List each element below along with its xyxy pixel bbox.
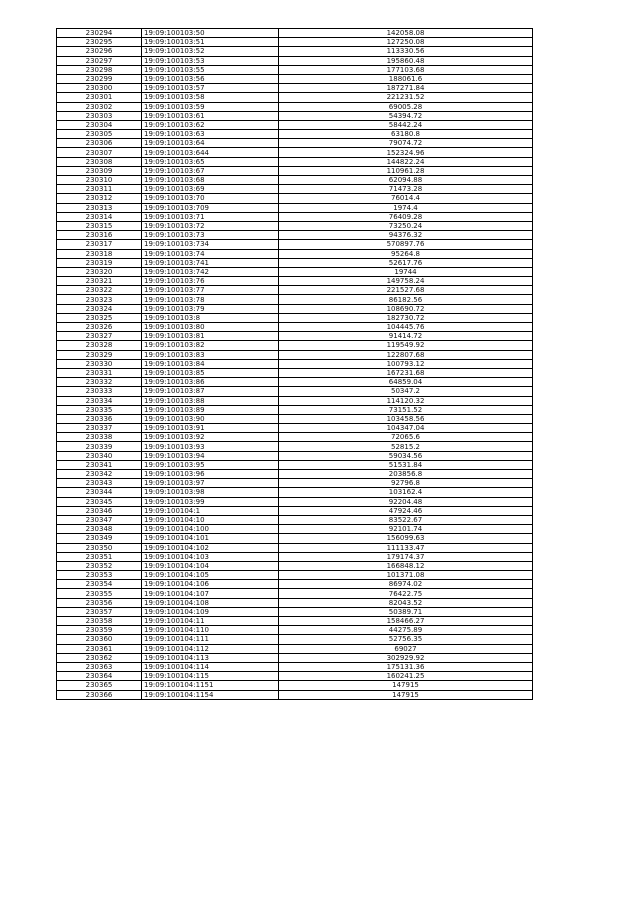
table-row bbox=[57, 653, 533, 662]
table-row bbox=[57, 552, 533, 561]
row-number-cell: 230340 bbox=[57, 451, 142, 460]
table-row bbox=[57, 433, 533, 442]
cadastral-number-cell: 19:09:100103:89 bbox=[142, 405, 279, 414]
cadastral-value-cell: 69005.28 bbox=[279, 102, 533, 111]
cadastral-number-cell: 19:09:100103:96 bbox=[142, 470, 279, 479]
cadastral-number-cell: 19:09:100104:102 bbox=[142, 543, 279, 552]
cadastral-number-cell: 19:09:100104:110 bbox=[142, 626, 279, 635]
row-number-cell: 230364 bbox=[57, 672, 142, 681]
row-number-cell: 230359 bbox=[57, 626, 142, 635]
cadastral-number-cell: 19:09:100104:106 bbox=[142, 580, 279, 589]
cadastral-number-cell: 19:09:100103:742 bbox=[142, 267, 279, 276]
row-number-cell: 230329 bbox=[57, 350, 142, 359]
cadastral-value-cell: 64859.04 bbox=[279, 378, 533, 387]
cadastral-value-cell: 179174.37 bbox=[279, 552, 533, 561]
row-number-cell: 230357 bbox=[57, 607, 142, 616]
cadastral-value-cell: 54394.72 bbox=[279, 111, 533, 120]
row-number-cell: 230338 bbox=[57, 433, 142, 442]
cadastral-value-cell: 79074.72 bbox=[279, 139, 533, 148]
cadastral-value-cell: 59034.56 bbox=[279, 451, 533, 460]
cadastral-number-cell: 19:09:100104:11 bbox=[142, 617, 279, 626]
cadastral-number-cell: 19:09:100103:59 bbox=[142, 102, 279, 111]
row-number-cell: 230347 bbox=[57, 515, 142, 524]
row-number-cell: 230353 bbox=[57, 571, 142, 580]
table-row bbox=[57, 488, 533, 497]
table-row bbox=[57, 148, 533, 157]
cadastral-value-cell: 119549.92 bbox=[279, 341, 533, 350]
cadastral-number-cell: 19:09:100103:98 bbox=[142, 488, 279, 497]
row-number-cell: 230350 bbox=[57, 543, 142, 552]
cadastral-value-cell: 221527.68 bbox=[279, 286, 533, 295]
table-row bbox=[57, 387, 533, 396]
cadastral-value-cell: 147915 bbox=[279, 690, 533, 699]
table-row bbox=[57, 617, 533, 626]
cadastral-number-cell: 19:09:100103:97 bbox=[142, 479, 279, 488]
row-number-cell: 230303 bbox=[57, 111, 142, 120]
cadastral-number-cell: 19:09:100104:101 bbox=[142, 534, 279, 543]
cadastral-value-cell: 73151.52 bbox=[279, 405, 533, 414]
row-number-cell: 230313 bbox=[57, 203, 142, 212]
cadastral-value-cell: 92101.74 bbox=[279, 525, 533, 534]
row-number-cell: 230351 bbox=[57, 552, 142, 561]
table-row bbox=[57, 111, 533, 120]
table-row bbox=[57, 221, 533, 230]
cadastral-value-cell: 114120.32 bbox=[279, 396, 533, 405]
cadastral-number-cell: 19:09:100103:741 bbox=[142, 258, 279, 267]
cadastral-number-cell: 19:09:100103:65 bbox=[142, 157, 279, 166]
cadastral-value-cell: 72065.6 bbox=[279, 433, 533, 442]
table-row bbox=[57, 120, 533, 129]
table-row bbox=[57, 29, 533, 38]
cadastral-value-cell: 103458.56 bbox=[279, 414, 533, 423]
cadastral-value-cell: 147915 bbox=[279, 681, 533, 690]
table-row bbox=[57, 479, 533, 488]
row-number-cell: 230302 bbox=[57, 102, 142, 111]
row-number-cell: 230295 bbox=[57, 38, 142, 47]
cadastral-value-cell: 76409.28 bbox=[279, 212, 533, 221]
cadastral-number-cell: 19:09:100103:68 bbox=[142, 176, 279, 185]
row-number-cell: 230355 bbox=[57, 589, 142, 598]
cadastral-value-cell: 58442.24 bbox=[279, 120, 533, 129]
table-row bbox=[57, 249, 533, 258]
table-row bbox=[57, 378, 533, 387]
row-number-cell: 230352 bbox=[57, 561, 142, 570]
table-row bbox=[57, 589, 533, 598]
cadastral-value-cell: 158466.27 bbox=[279, 617, 533, 626]
cadastral-number-cell: 19:09:100103:92 bbox=[142, 433, 279, 442]
row-number-cell: 230322 bbox=[57, 286, 142, 295]
table-row bbox=[57, 598, 533, 607]
row-number-cell: 230341 bbox=[57, 460, 142, 469]
table-row bbox=[57, 38, 533, 47]
cadastral-value-cell: 95264.8 bbox=[279, 249, 533, 258]
table-row bbox=[57, 102, 533, 111]
table-row bbox=[57, 194, 533, 203]
cadastral-number-cell: 19:09:100103:77 bbox=[142, 286, 279, 295]
cadastral-number-cell: 19:09:100104:103 bbox=[142, 552, 279, 561]
cadastral-number-cell: 19:09:100104:105 bbox=[142, 571, 279, 580]
cadastral-value-cell: 52756.35 bbox=[279, 635, 533, 644]
row-number-cell: 230358 bbox=[57, 617, 142, 626]
cadastral-number-cell: 19:09:100103:73 bbox=[142, 231, 279, 240]
cadastral-value-cell: 104347.04 bbox=[279, 424, 533, 433]
table-row bbox=[57, 139, 533, 148]
row-number-cell: 230336 bbox=[57, 414, 142, 423]
cadastral-value-cell: 1974.4 bbox=[279, 203, 533, 212]
table-row bbox=[57, 212, 533, 221]
cadastral-number-cell: 19:09:100103:57 bbox=[142, 84, 279, 93]
cadastral-value-cell: 82043.52 bbox=[279, 598, 533, 607]
row-number-cell: 230333 bbox=[57, 387, 142, 396]
cadastral-number-cell: 19:09:100104:109 bbox=[142, 607, 279, 616]
row-number-cell: 230339 bbox=[57, 442, 142, 451]
row-number-cell: 230366 bbox=[57, 690, 142, 699]
cadastral-value-cell: 86182.56 bbox=[279, 295, 533, 304]
row-number-cell: 230309 bbox=[57, 166, 142, 175]
cadastral-value-cell: 203856.8 bbox=[279, 470, 533, 479]
cadastral-number-cell: 19:09:100104:107 bbox=[142, 589, 279, 598]
cadastral-number-cell: 19:09:100103:80 bbox=[142, 323, 279, 332]
cadastral-number-cell: 19:09:100103:99 bbox=[142, 497, 279, 506]
row-number-cell: 230337 bbox=[57, 424, 142, 433]
table-row bbox=[57, 350, 533, 359]
cadastral-value-cell: 63180.8 bbox=[279, 130, 533, 139]
cadastral-value-cell: 122807.68 bbox=[279, 350, 533, 359]
row-number-cell: 230314 bbox=[57, 212, 142, 221]
cadastral-number-cell: 19:09:100103:64 bbox=[142, 139, 279, 148]
cadastral-value-cell: 108690.72 bbox=[279, 304, 533, 313]
table-row bbox=[57, 543, 533, 552]
table-row bbox=[57, 525, 533, 534]
table-row bbox=[57, 166, 533, 175]
cadastral-value-cell: 221231.52 bbox=[279, 93, 533, 102]
row-number-cell: 230307 bbox=[57, 148, 142, 157]
cadastral-number-cell: 19:09:100103:72 bbox=[142, 221, 279, 230]
cadastral-number-cell: 19:09:100103:94 bbox=[142, 451, 279, 460]
cadastral-value-cell: 47924.46 bbox=[279, 506, 533, 515]
cadastral-value-cell: 188061.6 bbox=[279, 74, 533, 83]
cadastral-number-cell: 19:09:100103:50 bbox=[142, 29, 279, 38]
row-number-cell: 230326 bbox=[57, 323, 142, 332]
cadastral-number-cell: 19:09:100103:67 bbox=[142, 166, 279, 175]
row-number-cell: 230346 bbox=[57, 506, 142, 515]
cadastral-number-cell: 19:09:100103:74 bbox=[142, 249, 279, 258]
table-row bbox=[57, 515, 533, 524]
cadastral-value-cell: 104445.76 bbox=[279, 323, 533, 332]
cadastral-number-cell: 19:09:100103:82 bbox=[142, 341, 279, 350]
row-number-cell: 230305 bbox=[57, 130, 142, 139]
row-number-cell: 230356 bbox=[57, 598, 142, 607]
cadastral-number-cell: 19:09:100103:86 bbox=[142, 378, 279, 387]
cadastral-value-cell: 182730.72 bbox=[279, 313, 533, 322]
cadastral-number-cell: 19:09:100104:114 bbox=[142, 662, 279, 671]
cadastral-number-cell: 19:09:100103:85 bbox=[142, 368, 279, 377]
table-row bbox=[57, 93, 533, 102]
row-number-cell: 230311 bbox=[57, 185, 142, 194]
table-row bbox=[57, 323, 533, 332]
cadastral-value-cell: 166848.12 bbox=[279, 561, 533, 570]
cadastral-value-cell: 52617.76 bbox=[279, 258, 533, 267]
cadastral-number-cell: 19:09:100103:644 bbox=[142, 148, 279, 157]
cadastral-value-cell: 76422.75 bbox=[279, 589, 533, 598]
cadastral-value-cell: 302929.92 bbox=[279, 653, 533, 662]
row-number-cell: 230344 bbox=[57, 488, 142, 497]
table-row bbox=[57, 286, 533, 295]
row-number-cell: 230342 bbox=[57, 470, 142, 479]
table-row bbox=[57, 626, 533, 635]
table-row bbox=[57, 405, 533, 414]
cadastral-value-cell: 94376.32 bbox=[279, 231, 533, 240]
table-row bbox=[57, 396, 533, 405]
cadastral-value-cell: 73250.24 bbox=[279, 221, 533, 230]
row-number-cell: 230319 bbox=[57, 258, 142, 267]
row-number-cell: 230323 bbox=[57, 295, 142, 304]
table-row bbox=[57, 341, 533, 350]
row-number-cell: 230365 bbox=[57, 681, 142, 690]
table-row bbox=[57, 460, 533, 469]
table-row bbox=[57, 313, 533, 322]
table-row bbox=[57, 231, 533, 240]
row-number-cell: 230334 bbox=[57, 396, 142, 405]
row-number-cell: 230343 bbox=[57, 479, 142, 488]
row-number-cell: 230318 bbox=[57, 249, 142, 258]
cadastral-value-cell: 101371.08 bbox=[279, 571, 533, 580]
cadastral-value-cell: 52815.2 bbox=[279, 442, 533, 451]
cadastral-number-cell: 19:09:100103:8 bbox=[142, 313, 279, 322]
cadastral-number-cell: 19:09:100103:709 bbox=[142, 203, 279, 212]
table-row bbox=[57, 681, 533, 690]
row-number-cell: 230327 bbox=[57, 332, 142, 341]
cadastral-value-cell: 76014.4 bbox=[279, 194, 533, 203]
cadastral-number-cell: 19:09:100103:52 bbox=[142, 47, 279, 56]
table-row bbox=[57, 534, 533, 543]
cadastral-number-cell: 19:09:100104:100 bbox=[142, 525, 279, 534]
table-row bbox=[57, 258, 533, 267]
cadastral-number-cell: 19:09:100104:111 bbox=[142, 635, 279, 644]
row-number-cell: 230301 bbox=[57, 93, 142, 102]
cadastral-value-cell: 144822.24 bbox=[279, 157, 533, 166]
cadastral-number-cell: 19:09:100103:83 bbox=[142, 350, 279, 359]
cadastral-number-cell: 19:09:100103:79 bbox=[142, 304, 279, 313]
table-row bbox=[57, 74, 533, 83]
row-number-cell: 230321 bbox=[57, 277, 142, 286]
cadastral-number-cell: 19:09:100103:78 bbox=[142, 295, 279, 304]
row-number-cell: 230320 bbox=[57, 267, 142, 276]
table-row bbox=[57, 607, 533, 616]
table-row bbox=[57, 240, 533, 249]
row-number-cell: 230315 bbox=[57, 221, 142, 230]
table-row bbox=[57, 451, 533, 460]
cadastral-value-cell: 142058.08 bbox=[279, 29, 533, 38]
table-row bbox=[57, 176, 533, 185]
row-number-cell: 230294 bbox=[57, 29, 142, 38]
row-number-cell: 230300 bbox=[57, 84, 142, 93]
cadastral-value-cell: 44275.89 bbox=[279, 626, 533, 635]
row-number-cell: 230345 bbox=[57, 497, 142, 506]
cadastral-value-cell: 175131.36 bbox=[279, 662, 533, 671]
table-row bbox=[57, 185, 533, 194]
cadastral-value-cell: 187271.84 bbox=[279, 84, 533, 93]
table-row bbox=[57, 65, 533, 74]
table-row bbox=[57, 359, 533, 368]
cadastral-value-cell: 110961.28 bbox=[279, 166, 533, 175]
cadastral-number-cell: 19:09:100104:112 bbox=[142, 644, 279, 653]
cadastral-value-cell: 160241.25 bbox=[279, 672, 533, 681]
cadastral-value-cell: 111133.47 bbox=[279, 543, 533, 552]
row-number-cell: 230297 bbox=[57, 56, 142, 65]
cadastral-value-cell: 152324.96 bbox=[279, 148, 533, 157]
cadastral-number-cell: 19:09:100104:1154 bbox=[142, 690, 279, 699]
cadastral-value-cell: 69027 bbox=[279, 644, 533, 653]
table-row bbox=[57, 424, 533, 433]
cadastral-number-cell: 19:09:100103:62 bbox=[142, 120, 279, 129]
table-row bbox=[57, 690, 533, 699]
cadastral-number-cell: 19:09:100103:53 bbox=[142, 56, 279, 65]
row-number-cell: 230361 bbox=[57, 644, 142, 653]
table-row bbox=[57, 47, 533, 56]
table-row bbox=[57, 304, 533, 313]
cadastral-value-cell: 50347.2 bbox=[279, 387, 533, 396]
row-number-cell: 230296 bbox=[57, 47, 142, 56]
row-number-cell: 230308 bbox=[57, 157, 142, 166]
cadastral-value-cell: 103162.4 bbox=[279, 488, 533, 497]
table-row bbox=[57, 561, 533, 570]
table-row bbox=[57, 672, 533, 681]
cadastral-value-cell: 91414.72 bbox=[279, 332, 533, 341]
cadastral-number-cell: 19:09:100103:95 bbox=[142, 460, 279, 469]
cadastral-value-cell: 92204.48 bbox=[279, 497, 533, 506]
cadastral-number-cell: 19:09:100103:93 bbox=[142, 442, 279, 451]
cadastral-number-cell: 19:09:100103:734 bbox=[142, 240, 279, 249]
table-row bbox=[57, 332, 533, 341]
cadastral-number-cell: 19:09:100104:1 bbox=[142, 506, 279, 515]
table-row bbox=[57, 644, 533, 653]
cadastral-number-cell: 19:09:100103:55 bbox=[142, 65, 279, 74]
cadastral-value-cell: 177103.68 bbox=[279, 65, 533, 74]
cadastral-value-cell: 570897.76 bbox=[279, 240, 533, 249]
row-number-cell: 230312 bbox=[57, 194, 142, 203]
cadastral-value-cell: 83522.67 bbox=[279, 515, 533, 524]
table-row bbox=[57, 84, 533, 93]
cadastral-value-cell: 127250.08 bbox=[279, 38, 533, 47]
cadastral-value-cell: 71473.28 bbox=[279, 185, 533, 194]
table-row bbox=[57, 267, 533, 276]
row-number-cell: 230360 bbox=[57, 635, 142, 644]
cadastral-number-cell: 19:09:100103:58 bbox=[142, 93, 279, 102]
row-number-cell: 230331 bbox=[57, 368, 142, 377]
row-number-cell: 230354 bbox=[57, 580, 142, 589]
row-number-cell: 230330 bbox=[57, 359, 142, 368]
row-number-cell: 230306 bbox=[57, 139, 142, 148]
cadastral-number-cell: 19:09:100103:63 bbox=[142, 130, 279, 139]
cadastral-number-cell: 19:09:100103:71 bbox=[142, 212, 279, 221]
table-row bbox=[57, 56, 533, 65]
table-row bbox=[57, 414, 533, 423]
table-row bbox=[57, 662, 533, 671]
row-number-cell: 230362 bbox=[57, 653, 142, 662]
cadastral-value-cell: 92796.8 bbox=[279, 479, 533, 488]
cadastral-number-cell: 19:09:100103:61 bbox=[142, 111, 279, 120]
cadastral-value-cell: 100793.12 bbox=[279, 359, 533, 368]
cadastral-number-cell: 19:09:100104:1151 bbox=[142, 681, 279, 690]
cadastral-value-cell: 50389.71 bbox=[279, 607, 533, 616]
cadastral-number-cell: 19:09:100103:69 bbox=[142, 185, 279, 194]
cadastral-number-cell: 19:09:100103:51 bbox=[142, 38, 279, 47]
table-row bbox=[57, 157, 533, 166]
cadastral-number-cell: 19:09:100103:90 bbox=[142, 414, 279, 423]
table-row bbox=[57, 497, 533, 506]
row-number-cell: 230317 bbox=[57, 240, 142, 249]
row-number-cell: 230348 bbox=[57, 525, 142, 534]
cadastral-value-cell: 19744 bbox=[279, 267, 533, 276]
row-number-cell: 230310 bbox=[57, 176, 142, 185]
cadastral-value-cell: 86974.02 bbox=[279, 580, 533, 589]
cadastral-number-cell: 19:09:100104:108 bbox=[142, 598, 279, 607]
row-number-cell: 230332 bbox=[57, 378, 142, 387]
cadastral-value-cell: 156099.63 bbox=[279, 534, 533, 543]
row-number-cell: 230328 bbox=[57, 341, 142, 350]
cadastral-number-cell: 19:09:100103:88 bbox=[142, 396, 279, 405]
row-number-cell: 230316 bbox=[57, 231, 142, 240]
cadastral-value-table bbox=[56, 28, 533, 700]
cadastral-value-cell: 62094.88 bbox=[279, 176, 533, 185]
table-row bbox=[57, 442, 533, 451]
cadastral-value-cell: 113330.56 bbox=[279, 47, 533, 56]
table-row bbox=[57, 580, 533, 589]
cadastral-number-cell: 19:09:100104:10 bbox=[142, 515, 279, 524]
table-row bbox=[57, 635, 533, 644]
cadastral-number-cell: 19:09:100104:104 bbox=[142, 561, 279, 570]
cadastral-value-cell: 195860.48 bbox=[279, 56, 533, 65]
row-number-cell: 230304 bbox=[57, 120, 142, 129]
row-number-cell: 230298 bbox=[57, 65, 142, 74]
cadastral-value-cell: 51531.84 bbox=[279, 460, 533, 469]
row-number-cell: 230325 bbox=[57, 313, 142, 322]
cadastral-value-cell: 167231.68 bbox=[279, 368, 533, 377]
cadastral-number-cell: 19:09:100103:91 bbox=[142, 424, 279, 433]
row-number-cell: 230335 bbox=[57, 405, 142, 414]
table-body bbox=[57, 29, 533, 700]
row-number-cell: 230349 bbox=[57, 534, 142, 543]
cadastral-value-cell: 149758.24 bbox=[279, 277, 533, 286]
table-row bbox=[57, 571, 533, 580]
cadastral-number-cell: 19:09:100103:56 bbox=[142, 74, 279, 83]
row-number-cell: 230324 bbox=[57, 304, 142, 313]
cadastral-number-cell: 19:09:100103:81 bbox=[142, 332, 279, 341]
table-row bbox=[57, 506, 533, 515]
cadastral-number-cell: 19:09:100103:84 bbox=[142, 359, 279, 368]
row-number-cell: 230299 bbox=[57, 74, 142, 83]
table-row bbox=[57, 277, 533, 286]
cadastral-number-cell: 19:09:100103:87 bbox=[142, 387, 279, 396]
table-row bbox=[57, 130, 533, 139]
table-row bbox=[57, 203, 533, 212]
row-number-cell: 230363 bbox=[57, 662, 142, 671]
table-row bbox=[57, 295, 533, 304]
table-row bbox=[57, 470, 533, 479]
cadastral-number-cell: 19:09:100104:115 bbox=[142, 672, 279, 681]
table-row bbox=[57, 368, 533, 377]
cadastral-number-cell: 19:09:100103:76 bbox=[142, 277, 279, 286]
cadastral-number-cell: 19:09:100104:113 bbox=[142, 653, 279, 662]
cadastral-number-cell: 19:09:100103:70 bbox=[142, 194, 279, 203]
